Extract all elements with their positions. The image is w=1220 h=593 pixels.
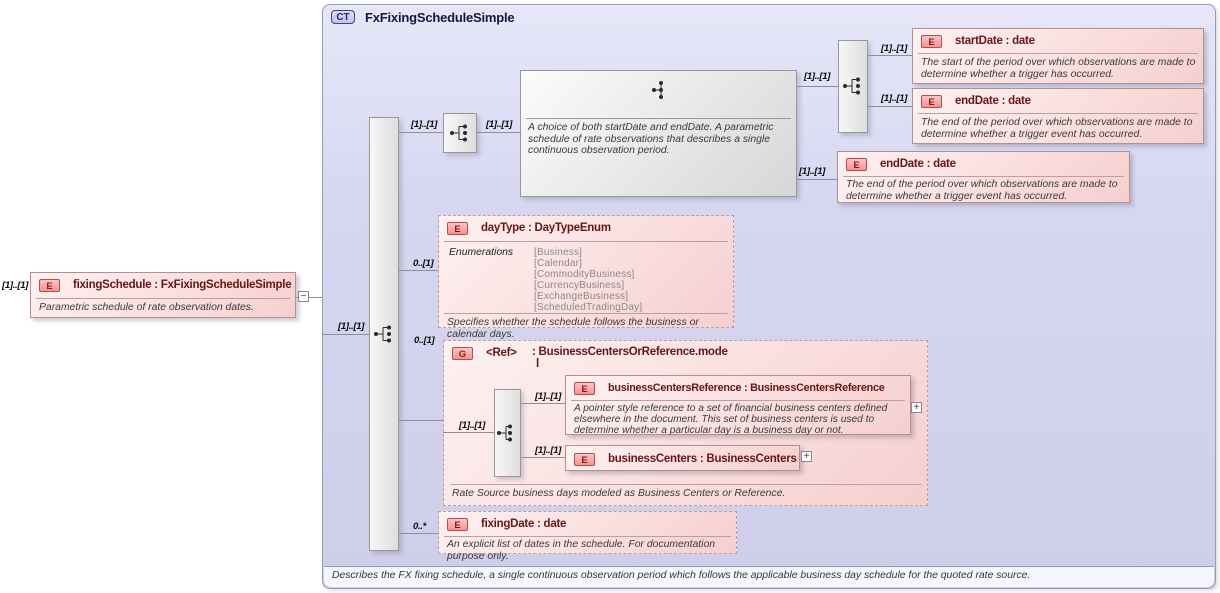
element-start-date[interactable]	[912, 28, 1204, 84]
divider	[444, 536, 731, 537]
divider	[444, 241, 728, 242]
connector-line	[323, 334, 369, 335]
connector-line	[797, 179, 837, 180]
element-day-type[interactable]	[438, 215, 734, 340]
element-badge-icon: E	[921, 35, 942, 48]
element-annotation: Specifies whether the schedule follows the business or calendar days.	[447, 317, 699, 340]
divider	[843, 176, 1124, 177]
cardinality-end-date-alt: [1]..[1]	[799, 166, 826, 177]
sequence-icon	[842, 76, 864, 96]
connector-line	[868, 55, 912, 56]
connector-line	[399, 270, 438, 271]
element-title: fixingDate : date	[481, 518, 567, 530]
connector-line	[521, 457, 570, 458]
element-annotation: A pointer style reference to a set of financial business centers defined elsewhere in the document. This set of business centers is used to determine whether a particular day is a business day or not.	[574, 403, 888, 436]
collapse-toggle[interactable]: −	[298, 291, 309, 302]
enum-value: [Business]	[534, 247, 583, 258]
enumerations-list	[534, 247, 642, 313]
cardinality-fixing-schedule: [1]..[1]	[2, 280, 29, 291]
element-badge-icon: E	[846, 158, 867, 171]
enum-value: [CurrencyBusiness]	[534, 280, 625, 291]
connector-line	[443, 432, 494, 433]
divider	[571, 400, 905, 401]
element-annotation: The end of the period over which observations are made to determine whether a trigger event has occurred.	[846, 179, 1118, 202]
divider	[918, 53, 1198, 54]
enum-value: [ExchangeBusiness]	[534, 291, 629, 302]
enum-value: [Calendar]	[534, 258, 583, 269]
cardinality-end-date: [1]..[1]	[881, 93, 908, 104]
divider	[526, 118, 791, 119]
element-end-date-alt[interactable]	[837, 151, 1130, 203]
cardinality-inner-sequence: [1]..[1]	[804, 71, 831, 82]
enum-value: [ScheduledTradingDay]	[534, 302, 643, 313]
complex-type-footer	[324, 566, 1214, 587]
choice-icon	[496, 423, 518, 443]
element-title: endDate : date	[880, 158, 956, 170]
connector-line	[521, 403, 570, 404]
connector-line	[399, 420, 443, 421]
choice-icon	[649, 80, 671, 100]
group-type: : BusinessCentersOrReference.mode	[532, 346, 728, 358]
cardinality-business-centers-group: 0..[1]	[414, 335, 435, 346]
connector-line	[797, 86, 838, 87]
enumerations-label: Enumerations	[449, 247, 514, 258]
expand-toggle[interactable]: +	[801, 451, 812, 462]
cardinality-fixing-date: 0..*	[413, 521, 427, 532]
cardinality-sequence: [1]..[1]	[338, 321, 365, 332]
group-badge-icon: G	[452, 347, 473, 360]
choice-doc-text: A choice of both startDate and endDate. A parametric schedule of rate observations that describes a single continuous observation period.	[528, 122, 774, 156]
element-title: dayType : DayTypeEnum	[481, 222, 611, 234]
divider	[444, 313, 728, 314]
connector-line	[399, 132, 443, 133]
group-annotation: Rate Source business days modeled as Business Centers or Reference.	[452, 488, 786, 499]
cardinality-day-type: 0..[1]	[413, 258, 434, 269]
choice-doc-box[interactable]	[520, 70, 797, 197]
element-fixing-date[interactable]	[438, 511, 737, 562]
element-badge-icon: E	[447, 518, 468, 531]
cardinality-start-date: [1]..[1]	[881, 43, 908, 54]
group-name: <Ref>	[486, 347, 517, 359]
connector-line	[477, 132, 520, 133]
element-annotation: Parametric schedule of rate observation dates.	[39, 302, 254, 313]
connector-line	[399, 533, 438, 534]
element-title: endDate : date	[955, 95, 1031, 107]
element-title: fixingSchedule : FxFixingScheduleSimple	[73, 279, 292, 291]
group-type-wrap: l	[536, 358, 539, 370]
element-badge-icon: E	[921, 95, 942, 108]
cardinality-choice-left: [1]..[1]	[411, 119, 438, 130]
cardinality-group-inner: [1]..[1]	[459, 420, 486, 431]
element-badge-icon: E	[574, 382, 595, 395]
element-title: businessCentersReference : BusinessCentersReference	[608, 382, 885, 394]
divider	[918, 113, 1198, 114]
connector-line	[868, 106, 912, 107]
complex-type-badge-icon: CT	[331, 10, 355, 24]
element-badge-icon: E	[39, 279, 60, 292]
enum-value: [CommodityBusiness]	[534, 269, 635, 280]
divider	[450, 484, 921, 485]
sequence-icon	[373, 324, 395, 344]
expand-toggle[interactable]: +	[911, 402, 922, 413]
element-title: startDate : date	[955, 35, 1035, 47]
cardinality-business-centers-reference: [1]..[1]	[535, 391, 562, 402]
element-annotation: The end of the period over which observations are made to determine whether a trigger event has occurred.	[921, 117, 1193, 140]
element-fixing-schedule[interactable]	[30, 272, 296, 318]
element-title: businessCenters : BusinessCenters	[608, 453, 797, 465]
choice-icon	[449, 123, 471, 143]
element-badge-icon: E	[447, 222, 468, 235]
cardinality-choice-right: [1]..[1]	[486, 119, 513, 130]
element-annotation: An explicit list of dates in the schedule. For documentation purpose only.	[447, 539, 715, 562]
element-badge-icon: E	[574, 453, 595, 466]
element-end-date[interactable]	[912, 88, 1204, 144]
divider	[36, 298, 290, 299]
element-business-centers-reference[interactable]	[565, 375, 911, 435]
complex-type-title: FxFixingScheduleSimple	[365, 10, 515, 25]
element-business-centers[interactable]	[565, 445, 800, 471]
element-annotation: The start of the period over which observations are made to determine whether a trigger has occurred.	[921, 57, 1196, 80]
complex-type-annotation: Describes the FX fixing schedule, a single continuous observation period which follows the applicable business day schedule for the quoted rate source.	[332, 570, 1031, 581]
cardinality-business-centers: [1]..[1]	[535, 445, 562, 456]
